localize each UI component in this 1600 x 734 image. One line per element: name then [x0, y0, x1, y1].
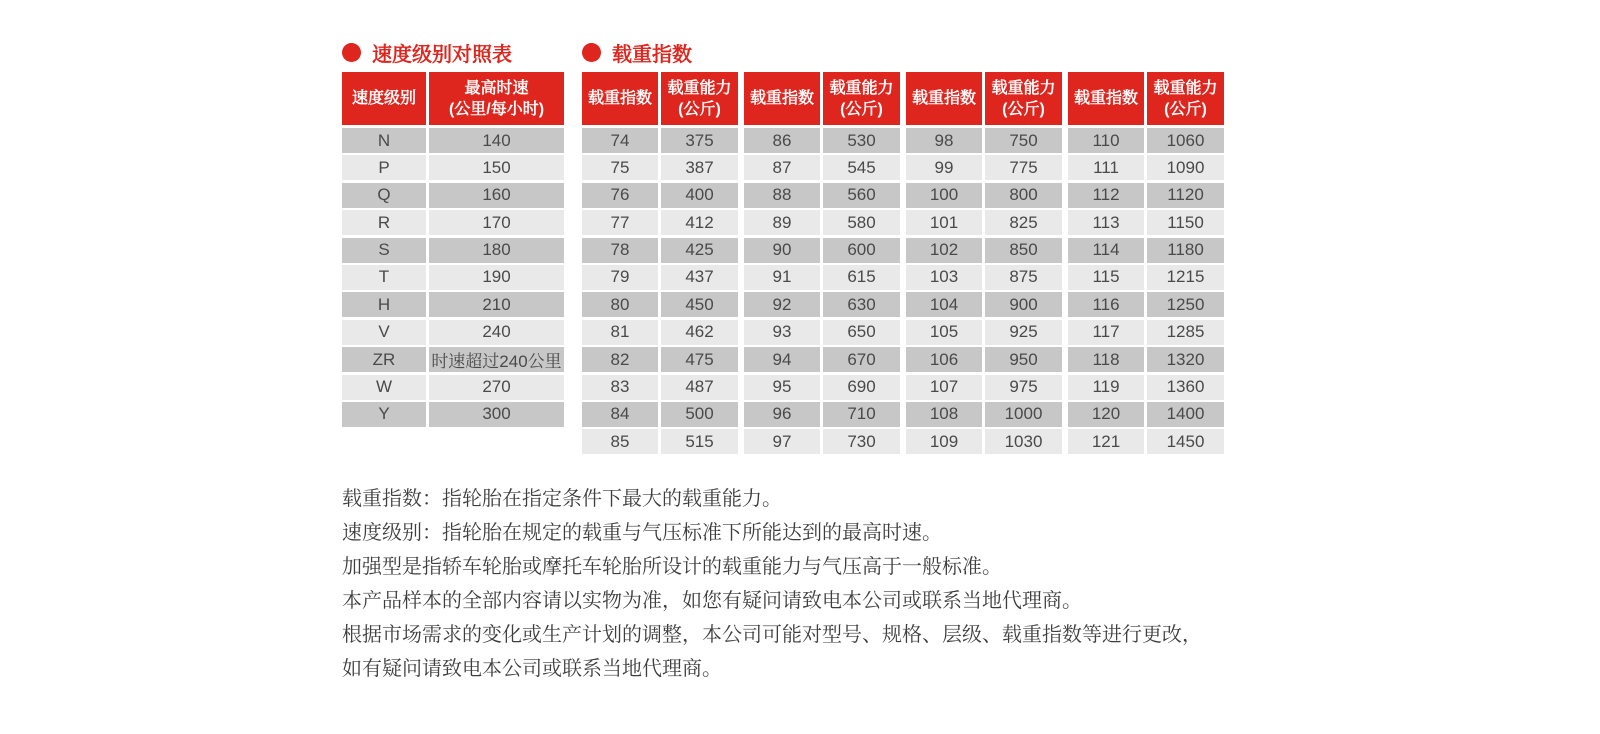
table-cell: 450 — [661, 292, 738, 317]
table-cell: 103 — [906, 265, 982, 290]
footnotes — [342, 482, 1202, 686]
table-cell: Y — [342, 402, 426, 427]
table-row — [744, 183, 900, 208]
table-cell: 110 — [1068, 128, 1144, 153]
table-row — [744, 265, 900, 290]
table-cell: 1400 — [1147, 402, 1224, 427]
table-cell: 750 — [985, 128, 1062, 153]
table-cell: 170 — [429, 210, 564, 235]
table-row — [906, 429, 1062, 454]
table-cell: 560 — [823, 183, 900, 208]
table-cell: 900 — [985, 292, 1062, 317]
table-cell: 160 — [429, 183, 564, 208]
table-cell: 97 — [744, 429, 820, 454]
table-row — [342, 210, 564, 235]
table-cell: 850 — [985, 238, 1062, 263]
table-row — [582, 128, 738, 153]
table-cell: 1120 — [1147, 183, 1224, 208]
table-cell: 77 — [582, 210, 658, 235]
table-cell: 180 — [429, 238, 564, 263]
table-cell: 1030 — [985, 429, 1062, 454]
table-cell: 650 — [823, 320, 900, 345]
table-row — [582, 155, 738, 180]
table-cell: 106 — [906, 347, 982, 372]
table-cell: 1060 — [1147, 128, 1224, 153]
column-header-load-index: 载重指数 — [906, 72, 982, 125]
table-row — [1068, 128, 1224, 153]
column-header-load-capacity: 载重能力 (公斤) — [661, 72, 738, 125]
note-line: 加强型是指轿车轮胎或摩托车轮胎所设计的载重能力与气压高于一般标准。 — [342, 556, 1002, 578]
table-cell: 545 — [823, 155, 900, 180]
table-cell: 时速超过240公里 — [429, 347, 564, 372]
table-row — [906, 210, 1062, 235]
table-cell: 78 — [582, 238, 658, 263]
table-row — [342, 402, 564, 427]
table-row — [1068, 265, 1224, 290]
table-cell: 462 — [661, 320, 738, 345]
table-row — [342, 265, 564, 290]
table-cell: S — [342, 238, 426, 263]
table-row — [582, 238, 738, 263]
table-cell: 94 — [744, 347, 820, 372]
table-row — [1068, 375, 1224, 400]
table-row — [906, 402, 1062, 427]
table-cell: 96 — [744, 402, 820, 427]
table-row — [744, 155, 900, 180]
table-row — [342, 347, 564, 372]
table-cell: 270 — [429, 375, 564, 400]
table-cell: 109 — [906, 429, 982, 454]
table-cell: T — [342, 265, 426, 290]
table-cell: 1450 — [1147, 429, 1224, 454]
table-row — [744, 128, 900, 153]
table-row — [906, 128, 1062, 153]
table-cell: 1360 — [1147, 375, 1224, 400]
table-row — [1068, 347, 1224, 372]
table-cell: 98 — [906, 128, 982, 153]
table-row — [906, 183, 1062, 208]
table-cell: 89 — [744, 210, 820, 235]
table-cell: 400 — [661, 183, 738, 208]
table-row — [906, 320, 1062, 345]
note-line: 载重指数：指轮胎在指定条件下最大的载重能力。 — [342, 488, 782, 510]
column-header-speed-grade: 速度级别 — [342, 72, 426, 125]
table-cell: ZR — [342, 347, 426, 372]
table-cell: 79 — [582, 265, 658, 290]
table-row — [582, 320, 738, 345]
table-row — [342, 238, 564, 263]
table-row — [906, 347, 1062, 372]
table-cell: 100 — [906, 183, 982, 208]
load-table-body — [1068, 128, 1224, 457]
load-table-header — [1068, 72, 1224, 125]
table-cell: 630 — [823, 292, 900, 317]
table-cell: 387 — [661, 155, 738, 180]
table-cell: 105 — [906, 320, 982, 345]
table-cell: 76 — [582, 183, 658, 208]
table-cell: 99 — [906, 155, 982, 180]
speed-table-body — [342, 128, 564, 429]
table-cell: 210 — [429, 292, 564, 317]
table-cell: 1090 — [1147, 155, 1224, 180]
table-cell: 75 — [582, 155, 658, 180]
column-header-load-capacity: 载重能力 (公斤) — [823, 72, 900, 125]
table-row — [1068, 238, 1224, 263]
table-cell: 116 — [1068, 292, 1144, 317]
note-line: 如有疑问请致电本公司或联系当地代理商。 — [342, 658, 722, 680]
load-table-header — [744, 72, 900, 125]
table-row — [906, 375, 1062, 400]
table-row — [744, 292, 900, 317]
table-cell: 1215 — [1147, 265, 1224, 290]
table-cell: 114 — [1068, 238, 1144, 263]
table-cell: 1250 — [1147, 292, 1224, 317]
table-cell: N — [342, 128, 426, 153]
table-cell: 825 — [985, 210, 1062, 235]
table-cell: P — [342, 155, 426, 180]
bullet-icon — [582, 43, 601, 62]
load-table-body — [906, 128, 1062, 457]
table-cell: 690 — [823, 375, 900, 400]
table-cell: 102 — [906, 238, 982, 263]
table-cell: 120 — [1068, 402, 1144, 427]
table-cell: 87 — [744, 155, 820, 180]
table-row — [342, 128, 564, 153]
table-cell: 1285 — [1147, 320, 1224, 345]
load-index-group — [582, 72, 738, 457]
table-cell: 300 — [429, 402, 564, 427]
table-cell: 600 — [823, 238, 900, 263]
table-cell: 800 — [985, 183, 1062, 208]
load-index-group — [906, 72, 1062, 457]
table-row — [1068, 183, 1224, 208]
table-row — [1068, 402, 1224, 427]
table-cell: 108 — [906, 402, 982, 427]
table-row — [744, 429, 900, 454]
table-cell: 117 — [1068, 320, 1144, 345]
table-cell: 107 — [906, 375, 982, 400]
note-line: 本产品样本的全部内容请以实物为准，如您有疑问请致电本公司或联系当地代理商。 — [342, 590, 1082, 612]
column-header-max-speed: 最高时速 (公里/每小时) — [429, 72, 564, 125]
table-cell: 121 — [1068, 429, 1144, 454]
table-cell: 104 — [906, 292, 982, 317]
table-row — [342, 155, 564, 180]
table-row — [744, 402, 900, 427]
table-row — [342, 375, 564, 400]
table-cell: 113 — [1068, 210, 1144, 235]
section-title-text: 速度级别对照表 — [372, 44, 512, 66]
table-cell: 1000 — [985, 402, 1062, 427]
table-row — [744, 238, 900, 263]
table-row — [906, 155, 1062, 180]
table-cell: 975 — [985, 375, 1062, 400]
load-table-header — [582, 72, 738, 125]
table-cell: W — [342, 375, 426, 400]
load-table-body — [582, 128, 738, 457]
table-cell: 710 — [823, 402, 900, 427]
table-cell: 1320 — [1147, 347, 1224, 372]
table-cell: 92 — [744, 292, 820, 317]
table-cell: 950 — [985, 347, 1062, 372]
table-cell: 85 — [582, 429, 658, 454]
table-cell: 112 — [1068, 183, 1144, 208]
table-cell: V — [342, 320, 426, 345]
column-header-load-index: 载重指数 — [582, 72, 658, 125]
column-header-load-index: 载重指数 — [744, 72, 820, 125]
table-cell: 119 — [1068, 375, 1144, 400]
table-cell: 475 — [661, 347, 738, 372]
table-row — [582, 210, 738, 235]
table-cell: 775 — [985, 155, 1062, 180]
table-cell: 412 — [661, 210, 738, 235]
load-table-header — [906, 72, 1062, 125]
table-cell: 615 — [823, 265, 900, 290]
table-row — [1068, 320, 1224, 345]
table-cell: 91 — [744, 265, 820, 290]
load-index-group — [1068, 72, 1224, 457]
table-cell: 90 — [744, 238, 820, 263]
table-cell: 515 — [661, 429, 738, 454]
section-title-load — [582, 38, 692, 67]
load-table-body — [744, 128, 900, 457]
table-row — [342, 292, 564, 317]
table-cell: 74 — [582, 128, 658, 153]
table-cell: 83 — [582, 375, 658, 400]
table-cell: 437 — [661, 265, 738, 290]
load-index-table — [582, 72, 1224, 457]
table-cell: 925 — [985, 320, 1062, 345]
table-cell: 95 — [744, 375, 820, 400]
table-row — [1068, 155, 1224, 180]
table-row — [342, 320, 564, 345]
table-row — [582, 292, 738, 317]
column-header-load-capacity: 载重能力 (公斤) — [985, 72, 1062, 125]
speed-rating-table — [342, 72, 564, 429]
speed-table-header — [342, 72, 564, 125]
table-cell: 81 — [582, 320, 658, 345]
table-row — [582, 183, 738, 208]
table-cell: 150 — [429, 155, 564, 180]
table-cell: H — [342, 292, 426, 317]
table-cell: 670 — [823, 347, 900, 372]
note-line: 速度级别：指轮胎在规定的载重与气压标准下所能达到的最高时速。 — [342, 522, 942, 544]
table-cell: 500 — [661, 402, 738, 427]
column-header-load-index: 载重指数 — [1068, 72, 1144, 125]
table-cell: 82 — [582, 347, 658, 372]
table-cell: 80 — [582, 292, 658, 317]
column-header-load-capacity: 载重能力 (公斤) — [1147, 72, 1224, 125]
table-row — [1068, 429, 1224, 454]
table-cell: 1180 — [1147, 238, 1224, 263]
table-cell: 115 — [1068, 265, 1144, 290]
table-cell: 93 — [744, 320, 820, 345]
section-title-speed — [342, 38, 512, 67]
section-title-text: 载重指数 — [612, 44, 692, 66]
table-row — [1068, 292, 1224, 317]
table-row — [342, 183, 564, 208]
table-row — [744, 375, 900, 400]
table-cell: 190 — [429, 265, 564, 290]
table-cell: 530 — [823, 128, 900, 153]
table-cell: 1150 — [1147, 210, 1224, 235]
table-cell: 101 — [906, 210, 982, 235]
table-row — [906, 265, 1062, 290]
table-cell: 118 — [1068, 347, 1144, 372]
table-cell: 88 — [744, 183, 820, 208]
table-row — [744, 210, 900, 235]
table-cell: 86 — [744, 128, 820, 153]
table-row — [582, 429, 738, 454]
table-row — [906, 292, 1062, 317]
table-cell: 875 — [985, 265, 1062, 290]
note-line: 根据市场需求的变化或生产计划的调整，本公司可能对型号、规格、层级、载重指数等进行更改， — [342, 624, 1202, 646]
table-cell: 425 — [661, 238, 738, 263]
table-cell: 580 — [823, 210, 900, 235]
table-row — [744, 347, 900, 372]
table-row — [1068, 210, 1224, 235]
table-cell: 84 — [582, 402, 658, 427]
table-cell: 240 — [429, 320, 564, 345]
table-row — [582, 375, 738, 400]
load-index-group — [744, 72, 900, 457]
table-cell: 730 — [823, 429, 900, 454]
table-row — [906, 238, 1062, 263]
table-row — [582, 347, 738, 372]
bullet-icon — [342, 43, 361, 62]
table-row — [744, 320, 900, 345]
table-row — [582, 402, 738, 427]
table-cell: R — [342, 210, 426, 235]
table-cell: 487 — [661, 375, 738, 400]
table-cell: 140 — [429, 128, 564, 153]
table-cell: 111 — [1068, 155, 1144, 180]
table-cell: 375 — [661, 128, 738, 153]
table-cell: Q — [342, 183, 426, 208]
table-row — [582, 265, 738, 290]
